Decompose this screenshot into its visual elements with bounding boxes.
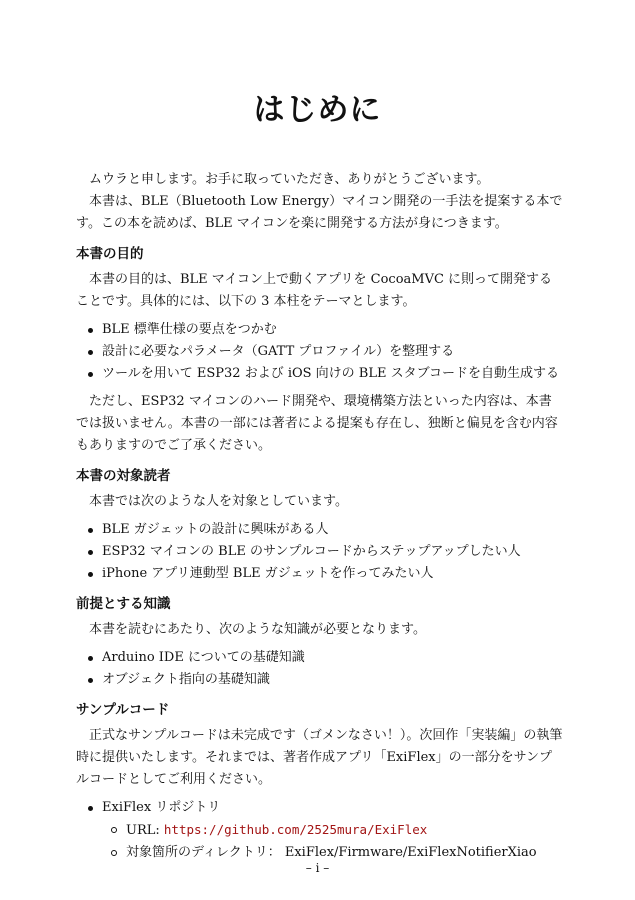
- url-label: URL:: [126, 823, 164, 838]
- section-heading-purpose: 本書の目的: [76, 246, 144, 262]
- page-number: – i –: [305, 861, 330, 875]
- prereq-paragraph: 本書を読むにあたり、次のような知識が必要となります。: [89, 622, 426, 637]
- intro-paragraph-2: 本書は、BLE（Bluetooth Low Energy）マイコン開発の一手法を提案する本です。この本を読めば、BLE マイコンを楽に開発する方法が身につきます。: [76, 194, 563, 231]
- list-item: Arduino IDE についての基礎知識: [102, 647, 563, 669]
- repo-label: ExiFlex リポジトリ: [102, 800, 221, 815]
- list-item-url: [126, 819, 563, 842]
- section-heading-sample: サンプルコード: [76, 702, 170, 718]
- audience-paragraph: 本書では次のような人を対象としています。: [89, 494, 348, 509]
- section-heading-audience: 本書の対象読者: [76, 468, 171, 484]
- prereq-list: [76, 647, 563, 691]
- page-content: [76, 169, 563, 870]
- intro-paragraph-1: ムウラと申します。お手に取っていただき、ありがとうございます。: [89, 172, 490, 187]
- sample-list: [76, 797, 563, 864]
- list-item: BLE 標準仕様の要点をつかむ: [102, 319, 563, 341]
- list-item: オブジェクト指向の基礎知識: [102, 669, 563, 691]
- list-item: 設計に必要なパラメータ（GATT プロファイル）を整理する: [102, 341, 563, 363]
- repo-sublist: [102, 819, 563, 864]
- purpose-paragraph-2: ただし、ESP32 マイコンのハード開発や、環境構築方法といった内容は、本書では扱いません。本書の一部には著者による提案も存在し、独断と偏見を含む内容もありますのでご了承ください。: [76, 394, 558, 453]
- list-item: ESP32 マイコンの BLE のサンプルコードからステップアップしたい人: [102, 541, 563, 563]
- sample-paragraph: 正式なサンプルコードは未完成です（ゴメンなさい！）。次回作「実装編」の執筆時に提供いたします。それまでは、著者作成アプリ「ExiFlex」の一部分をサンプルコードとしてご利用ください。: [76, 728, 563, 787]
- repo-url-link[interactable]: https://github.com/2525mura/ExiFlex: [163, 822, 428, 837]
- list-item: ツールを用いて ESP32 および iOS 向けの BLE スタブコードを自動生成する: [102, 363, 563, 385]
- audience-list: [76, 519, 563, 585]
- purpose-paragraph-1: 本書の目的は、BLE マイコン上で動くアプリを CocoaMVC に則って開発することです。具体的には、以下の 3 本柱をテーマとします。: [76, 272, 553, 309]
- list-item: iPhone アプリ連動型 BLE ガジェットを作ってみたい人: [102, 563, 563, 585]
- directory-label: 対象箇所のディレクトリ：: [126, 845, 285, 860]
- section-heading-prereq: 前提とする知識: [76, 596, 171, 612]
- page-title: はじめに: [253, 92, 382, 128]
- list-item: BLE ガジェットの設計に興味がある人: [102, 519, 563, 541]
- directory-path: ExiFlex/Firmware/ExiFlexNotifierXiao: [284, 845, 537, 860]
- purpose-list: [76, 319, 563, 385]
- list-item-repo: [102, 797, 563, 864]
